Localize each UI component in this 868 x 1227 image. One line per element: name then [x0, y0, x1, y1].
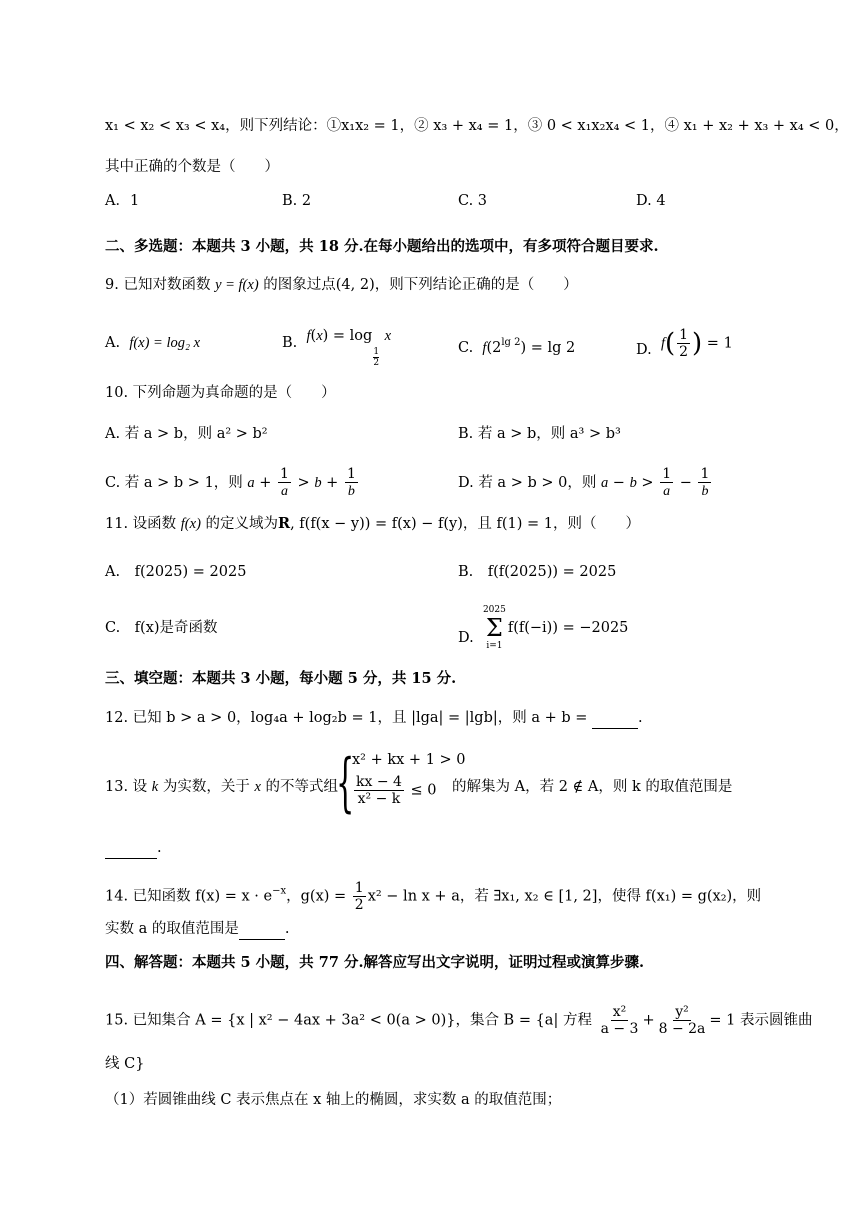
q9-stem-a: 9. 已知对数函数 [105, 277, 211, 293]
q15-f1-den: a − 3 [600, 1021, 639, 1037]
q11-stem-a: 11. 设函数 [105, 516, 177, 532]
q15-part-b: = 1 表示圆锥曲 [709, 1012, 813, 1029]
q8-stem-end: 其中正确的个数是（ ） [105, 159, 279, 175]
q15-plus: + [642, 1012, 655, 1029]
q11-stem-e: , f(f(x − y)) = f(x) − f(y)，且 f(1) = 1，则（ ） [290, 516, 640, 532]
q12-answer-blank[interactable] [592, 708, 638, 729]
half-numerator: 1 [354, 880, 364, 896]
q11-c-text: 是奇函数 [159, 620, 218, 636]
q11-option-a: A. f(2025) = 2025 [105, 564, 247, 580]
q9-option-d: D. f( $\frac{1}{2}$ ) = 1 [636, 327, 733, 360]
q11-d-label: D. [458, 630, 474, 646]
q10-option-a: A. 若 a > b，则 a² > b² [105, 426, 268, 442]
q10-option-b: B. 若 a > b，则 a³ > b³ [458, 426, 621, 442]
q11-stem [105, 514, 640, 534]
q11-stem-d: R [278, 515, 291, 532]
inequality-system [336, 746, 466, 828]
sum-lower: i=1 [486, 641, 503, 651]
q9-option-a [105, 333, 200, 353]
q11-option-b: B. f(f(2025)) = 2025 [458, 564, 617, 580]
q14-part-a: 14. 已知函数 f(x) = x · e [105, 888, 273, 905]
q9-b-label: B. [282, 335, 298, 351]
q14-exponent: −x [272, 885, 287, 897]
q13-stem-e: 的不等式组 [265, 779, 338, 795]
row2-tail: ≤ 0 [410, 782, 437, 799]
q14-part-d: x² − ln x + a，若 ∃x₁, x₂ ∈ [1, 2]，使得 f(x₁) = g(x₂)，则 [367, 888, 762, 905]
q8-conditions [105, 116, 849, 136]
q12-text: 12. 已知 b > a > 0，log₄a + log₂b = 1，且 |lga| = |lgb|，则 a + b = [105, 710, 588, 726]
half-denominator: 2 [354, 897, 364, 913]
q15-f1-num: x² [612, 1004, 627, 1020]
q11-d-expr: f(f(−i)) = −2025 [507, 620, 629, 636]
q11-stem-c: 的定义域为 [205, 516, 279, 532]
section-2-heading: 二、多选题：本题共 3 小题，共 18 分.在每小题给出的选项中，有多项符合题目要求. [105, 238, 659, 255]
q10-option-d: D. 若 a > b > 0，则 a − b > $\frac{1}{a}$ − $\frac{1}{b}$ [458, 466, 710, 499]
q13-stem-b: k [151, 779, 159, 795]
q14-line-2 [105, 919, 289, 940]
q9-stem-b: y = f(x) [215, 277, 259, 293]
q9-option-b: B. f(x) = log $\frac{1}{2}$ x [282, 328, 392, 368]
q10-option-c: C. 若 a > b > 1，则 a + $\frac{1}{a}$ > b + $\frac{1}{b}$ [105, 466, 356, 499]
row2-numerator: kx − 4 [356, 774, 402, 790]
q8-c4: ，④ x₁ + x₂ + x₃ + x₄ < 0， [650, 118, 849, 134]
q8-option-a: A．1 [105, 193, 140, 209]
row2-denominator: x² − k [357, 791, 401, 807]
q13-stem-d: x [254, 779, 261, 795]
q15-part-1: （1）若圆锥曲线 C 表示焦点在 x 轴上的椭圆，求实数 a 的取值范围； [105, 1092, 562, 1108]
q14-answer-blank[interactable] [239, 919, 285, 940]
q13-stem-a: 13. 设 [105, 779, 148, 795]
q9-stem [105, 275, 578, 295]
summation-symbol: 2025 Σ i=1 [482, 605, 506, 651]
q13-blank-line [105, 838, 162, 859]
q11-option-d [458, 604, 628, 652]
q13-after: 的解集为 A，若 2 ∉ A，则 k 的取值范围是 [452, 779, 733, 795]
q10-d-label: D. 若 a > b > 0，则 [458, 475, 597, 491]
q13-end: . [157, 840, 162, 856]
q14-stem [105, 880, 761, 913]
q9-option-c: C. $f(2^{lg 2}) = \lg 2$ [458, 337, 576, 356]
q10-stem: 10. 下列命题为真命题的是（ ） [105, 385, 336, 401]
q8-c3: ，③ 0 < x₁x₂x₄ < 1 [513, 118, 650, 134]
q9-stem-e: ，则下列结论正确的是（ ） [374, 277, 578, 293]
q12-stem [105, 708, 643, 729]
q13-stem-c: 为实数，关于 [162, 779, 250, 795]
q15-stem [105, 1004, 813, 1037]
q14-line2-text: 实数 a 的取值范围是 [105, 921, 239, 937]
sum-upper: 2025 [482, 605, 506, 615]
q14-part-c: ，g(x) = [286, 888, 347, 905]
q11-stem-b: f(x) [180, 516, 201, 532]
q8-c1: x₁x₂ = 1 [341, 118, 400, 134]
q12-end: . [638, 710, 643, 726]
q9-d-label: D. [636, 341, 652, 358]
section-3-heading: 三、填空题：本题共 3 小题，每小题 5 分，共 15 分. [105, 670, 457, 687]
q15-part-a: 15. 已知集合 A = {x | x² − 4ax + 3a² < 0(a > 0)}，集合 B = {a| 方程 [105, 1012, 592, 1029]
q8-option-b: B. 2 [282, 193, 312, 209]
q9-a-expr: f(x) = log₂ x [129, 335, 201, 351]
q11-option-c [105, 618, 218, 638]
q14-end: . [284, 921, 290, 937]
q15-f2-num: y² [675, 1004, 689, 1020]
q8-prefix: x₁ < x₂ < x₃ < x₄，则下列结论：① [105, 118, 342, 134]
system-brace: { [336, 746, 355, 820]
system-row-2 [352, 774, 437, 807]
q9-a-label: A. [105, 335, 121, 351]
q9-stem-c: 的图象过点 [263, 277, 336, 293]
q13-answer-blank[interactable] [105, 838, 157, 859]
q8-option-c: C. 3 [458, 193, 488, 209]
q10-c-label: C. 若 a > b > 1，则 [105, 475, 243, 491]
q15-f2-den: 8 − 2a [658, 1021, 706, 1037]
q8-option-d: D. 4 [636, 193, 666, 209]
q13-stem [105, 777, 338, 797]
q9-c-label: C. [458, 340, 474, 356]
section-4-heading: 四、解答题：本题共 5 小题，共 77 分.解答应写出文字说明，证明过程或演算步骤. [105, 954, 645, 971]
q11-c-expr: C. f(x) [105, 620, 160, 636]
q9-stem-d: (4, 2) [335, 277, 375, 293]
system-row-1: x² + kx + 1 > 0 [352, 752, 466, 768]
q15-line-2: 线 C} [105, 1056, 145, 1072]
q8-c2: ，② x₃ + x₄ = 1 [399, 118, 514, 134]
